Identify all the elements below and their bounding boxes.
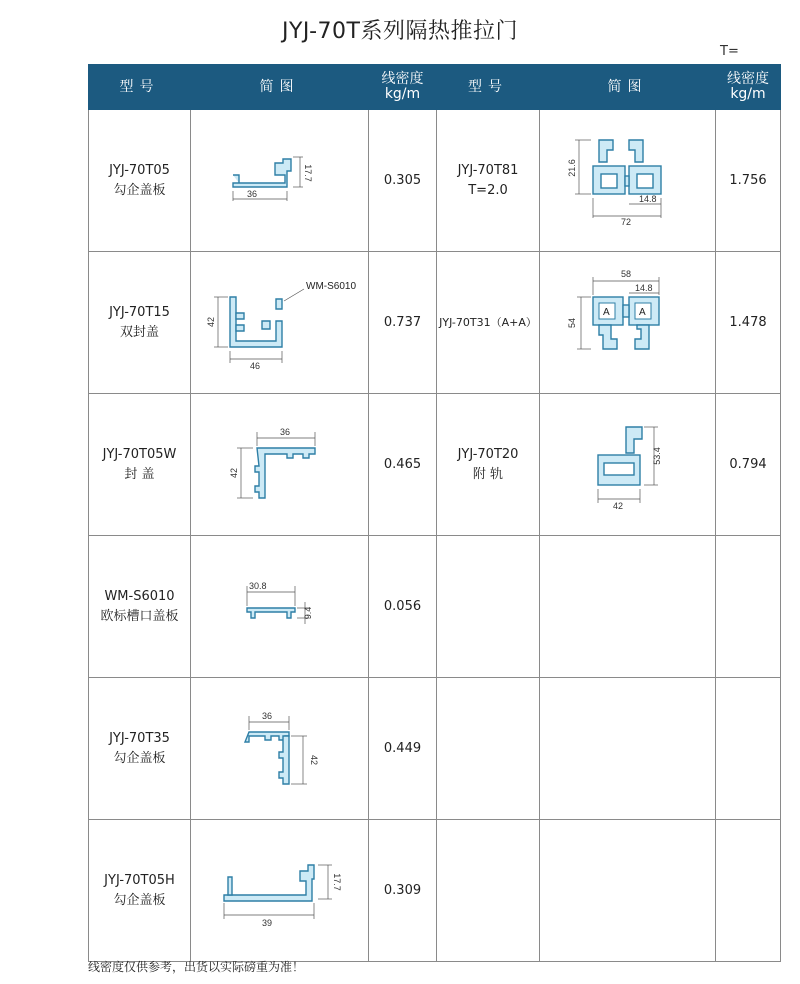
- sketch-cell: [191, 110, 369, 252]
- header-density-label: 线密度: [381, 71, 424, 87]
- insulation-label-a: A: [602, 306, 610, 318]
- table-header-row: [89, 65, 781, 110]
- empty-cell: [716, 536, 781, 678]
- dim-inner-width: 14.8: [638, 193, 657, 204]
- dim-height: 54: [566, 317, 577, 328]
- profile-drawing-jyj-70t05h: [210, 851, 350, 931]
- model-name: 勾企盖板: [113, 750, 166, 766]
- dim-width: 39: [261, 917, 272, 928]
- model-code: JYJ-70T05W: [102, 446, 177, 462]
- dim-inner-width: 14.8: [634, 282, 653, 293]
- dim-height: 21.6: [566, 158, 577, 177]
- model-name: 封 盖: [124, 466, 155, 482]
- density-cell: 1.478: [716, 252, 781, 394]
- profile-spec-table: [88, 64, 781, 962]
- model-name: 勾企盖板: [113, 892, 166, 908]
- dim-width: 72: [620, 216, 631, 227]
- density-cell: 0.737: [369, 252, 437, 394]
- model-cell: [89, 678, 191, 820]
- profile-drawing-jyj-70t05w: [225, 420, 335, 510]
- model-cell: [89, 110, 191, 252]
- model-cell: [89, 820, 191, 962]
- model-code: JYJ-70T35: [109, 730, 170, 746]
- dim-height: 42: [205, 316, 216, 327]
- empty-cell: [716, 678, 781, 820]
- density-cell: 0.309: [369, 820, 437, 962]
- dim-width: 36: [261, 710, 272, 721]
- model-name: 勾企盖板: [113, 182, 166, 198]
- profile-drawing-jyj-70t15: [200, 273, 360, 373]
- header-sketch-left: 简图: [191, 65, 369, 110]
- model-cell: [437, 394, 540, 536]
- header-density-right: [716, 65, 781, 110]
- table-row: [89, 110, 781, 252]
- thickness-label: T=: [720, 44, 739, 59]
- profile-drawing-jyj-70t20: [568, 415, 688, 515]
- header-density-left: [369, 65, 437, 110]
- footnote: 线密度仅供参考，出货以实际磅重为准！: [88, 960, 305, 974]
- model-name: 欧标槽口盖板: [100, 608, 179, 624]
- density-cell: 0.449: [369, 678, 437, 820]
- header-sketch-right: 简图: [540, 65, 716, 110]
- density-cell: 0.465: [369, 394, 437, 536]
- sketch-cell: [540, 110, 716, 252]
- profile-drawing-jyj-70t81: [563, 126, 693, 236]
- model-cell: [437, 252, 540, 394]
- table-row: [89, 394, 781, 536]
- dim-width: 36: [246, 188, 257, 199]
- model-cell: [437, 110, 540, 252]
- empty-cell: [437, 536, 540, 678]
- dim-width: 46: [249, 360, 260, 371]
- density-cell: 0.056: [369, 536, 437, 678]
- header-model-left: 型号: [89, 65, 191, 110]
- model-code: JYJ-70T81: [457, 162, 519, 178]
- empty-cell: [540, 820, 716, 962]
- profile-drawing-jyj-70t05: [225, 151, 335, 211]
- empty-cell: [716, 820, 781, 962]
- dim-height: 17.7: [302, 163, 313, 182]
- profile-drawing-jyj-70t31: [563, 263, 693, 383]
- sketch-cell: [540, 394, 716, 536]
- profile-drawing-wm-s6010: [225, 572, 335, 642]
- insulation-label-a: A: [638, 306, 646, 318]
- empty-cell: [540, 536, 716, 678]
- wm-callout: WM-S6010: [305, 280, 356, 292]
- table-row: [89, 820, 781, 962]
- model-code: JYJ-70T15: [109, 304, 170, 320]
- dim-height: 17.7: [331, 872, 342, 891]
- dim-width: 42: [612, 500, 623, 511]
- empty-cell: [540, 678, 716, 820]
- empty-cell: [437, 820, 540, 962]
- density-cell: 0.305: [369, 110, 437, 252]
- table-row: [89, 678, 781, 820]
- model-cell: [89, 536, 191, 678]
- model-code: JYJ-70T31（A+A）: [439, 315, 537, 329]
- model-name: T=2.0: [468, 182, 508, 198]
- header-model-right: 型号: [437, 65, 540, 110]
- model-name: 附 轨: [472, 466, 504, 482]
- dim-height: 53.4: [651, 446, 662, 465]
- sketch-cell: [191, 678, 369, 820]
- empty-cell: [437, 678, 540, 820]
- model-code: JYJ-70T05: [109, 162, 170, 178]
- profile-drawing-jyj-70t35: [225, 704, 335, 794]
- model-code: JYJ-70T05H: [104, 872, 175, 888]
- page-title: JYJ-70T系列隔热推拉门: [281, 19, 518, 44]
- dim-height: 42: [308, 754, 319, 765]
- model-cell: [89, 394, 191, 536]
- sketch-cell: [191, 394, 369, 536]
- header-density-unit: kg/m: [384, 86, 421, 102]
- sketch-cell: [191, 252, 369, 394]
- sketch-cell: [540, 252, 716, 394]
- table-row: [89, 536, 781, 678]
- dim-width: 58: [620, 268, 631, 279]
- header-density-label: 线密度: [727, 71, 769, 87]
- dim-height: 42: [228, 467, 239, 478]
- sketch-cell: [191, 536, 369, 678]
- dim-height: 9.4: [302, 606, 313, 619]
- sketch-cell: [191, 820, 369, 962]
- model-code: JYJ-70T20: [457, 446, 519, 462]
- table-row: [89, 252, 781, 394]
- dim-width: 30.8: [248, 580, 267, 591]
- density-cell: 0.794: [716, 394, 781, 536]
- model-name: 双封盖: [119, 324, 159, 340]
- model-code: WM-S6010: [104, 588, 175, 604]
- model-cell: [89, 252, 191, 394]
- dim-width: 36: [279, 426, 290, 437]
- density-cell: 1.756: [716, 110, 781, 252]
- header-density-unit: kg/m: [730, 86, 766, 102]
